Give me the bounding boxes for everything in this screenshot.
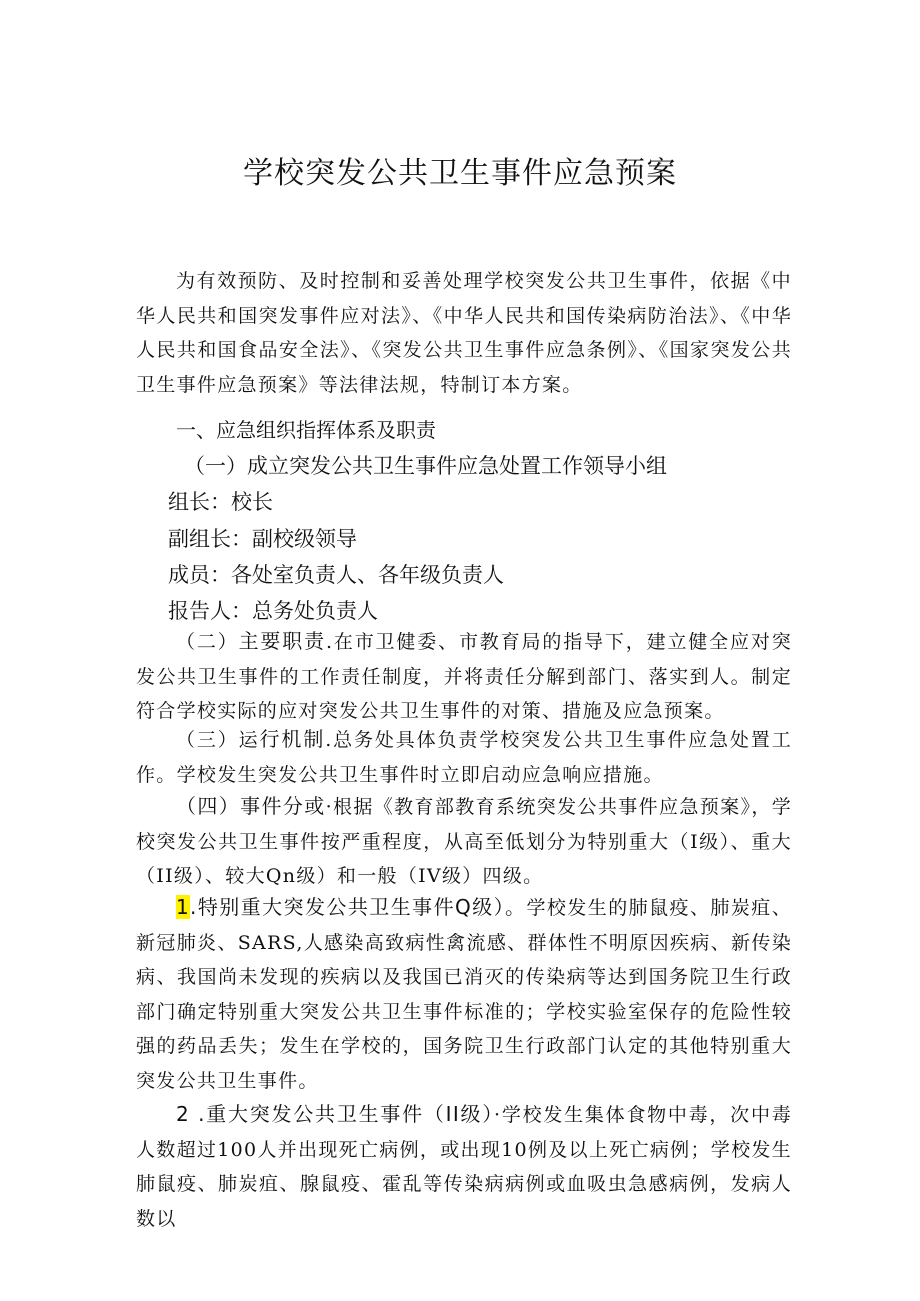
level-one-paragraph	[136, 890, 792, 1098]
level-one-text: 学校发生的肺鼠疫、肺炭疽、新冠肺炎、SARS,人感染高致病性禽流感、群体性不明原因疾病、新传染病、我国尚未发现的疾病以及我国已消灭的传染病等达到国务院卫生行政部门确定特别重大突发公共卫生事件标准的；学校实验室保存的危险性较强的药品丢失；发生在学校的，国务院卫生行政部门认定的其他特别重大突发公共卫生事件。	[136, 897, 792, 1092]
duties-heading: 主要职责	[238, 629, 326, 653]
level-two-text: ·学校发生集体食物中毒，次中毒人数超过100人并出现死亡病例，或出现10例及以上死亡病例；学校发生肺鼠疫、肺炭疽、腺鼠疫、霍乱等传染病病例或血吸虫急感病例，发病人数以	[136, 1104, 793, 1230]
section-heading-organization: 一、应急组织指挥体系及职责	[176, 418, 436, 442]
role-reporter: 报告人：总务处负责人	[168, 599, 378, 623]
level-one-number: 1	[176, 895, 191, 919]
subsection-heading-leadership-group: （一）成立突发公共卫生事件应急处置工作领导小组	[184, 454, 667, 478]
document-title: 学校突发公共卫生事件应急预案	[243, 156, 677, 191]
role-deputy-leader: 副组长：副校级领导	[168, 527, 357, 551]
level-one-heading: .特别重大突发公共卫生事件Q级）。	[190, 895, 527, 919]
classification-text: ·根据《教育部教育系统突发公共事件应急预案》，学校突发公共卫生事件按严重程度，从高至低划分为特别重大（I级）、重大（II级）、较大Qn级）和一般（IV级）四级。	[136, 796, 792, 887]
role-leader: 组长：校长	[168, 490, 273, 514]
level-two-paragraph	[136, 1097, 792, 1236]
mechanism-text: .总务处具体负责学校突发公共卫生事件应急处置工作。学校发生突发公共卫生事件时立即启动应急响应措施。	[136, 729, 792, 786]
classification-paragraph	[136, 789, 792, 894]
classification-heading: （四）事件分或	[176, 794, 326, 818]
level-two-heading: 2 .重大突发公共卫生事件（II级）	[176, 1102, 495, 1126]
role-members: 成员：各处室负责人、各年级负责人	[168, 563, 504, 587]
mechanism-heading: 行机制	[259, 727, 326, 751]
duties-text: .在市卫健委、市教育局的指导下，建立健全应对突发公共卫生事件的工作责任制度，并将责任分解到部门、落实到人。制定符合学校实际的应对突发公共卫生事件的对策、措施及应急预案。	[136, 631, 792, 722]
duties-paragraph	[136, 624, 792, 729]
intro-paragraph: 为有效预防、及时控制和妥善处理学校突发公共卫生事件，依据《中华人民共和国突发事件应对法》、《中华人民共和国传染病防治法》、《中华人民共和国食品安全法》、《突发公共卫生事件应急条例》、《国家突发公共卫生事件应急预案》等法律法规，特制订本方案。	[136, 270, 792, 396]
mechanism-label: （三）运	[176, 729, 260, 751]
mechanism-paragraph	[136, 722, 792, 792]
duties-label: （二）	[176, 631, 239, 653]
